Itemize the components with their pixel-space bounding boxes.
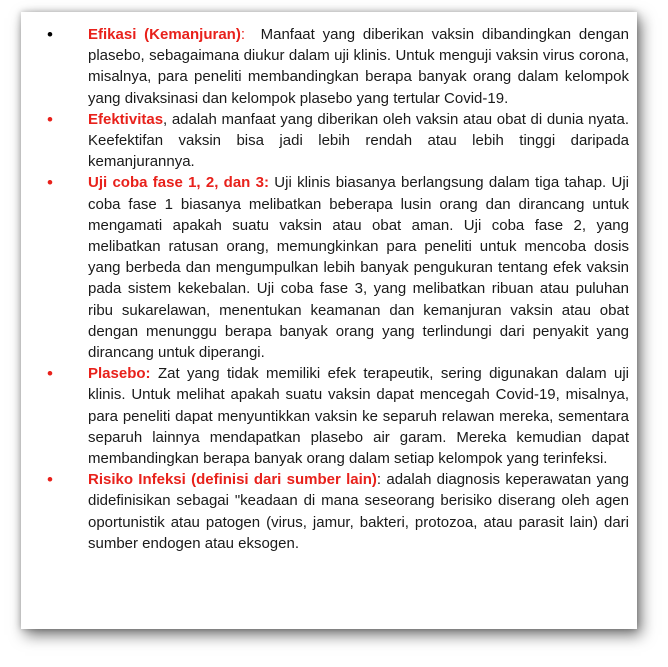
definitions-list	[44, 24, 634, 554]
definition-uji-coba-fase	[44, 172, 629, 363]
definition-text: adalah manfaat yang diberikan oleh vaksin atau obat di dunia nyata. Keefektifan vaksin bisa jadi lebih rendah atau lebih tinggi daripada kemanjurannya.	[88, 110, 629, 171]
definition-term: Risiko Infeksi (definisi dari sumber lain)	[88, 471, 377, 489]
definition-efektivitas	[44, 109, 629, 173]
definition-term: Uji coba fase 1, 2, dan 3:	[88, 174, 269, 192]
bullet-icon: •	[47, 470, 53, 490]
definition-plasebo	[44, 363, 629, 469]
bullet-icon: •	[47, 25, 53, 44]
term-separator: ,	[163, 110, 168, 128]
definition-risiko-infeksi	[44, 469, 629, 554]
definition-text: Zat yang tidak memiliki efek terapeutik, sering digunakan dalam uji klinis. Untuk melihat apakah suatu vaksin dapat mencegah Covid-19, misalnya, para peneliti dapat menyuntikkan vaksin ke separuh relawan mereka, sementara separuh lainnya mendapatkan plasebo air garam. Mereka kemudian dapat membandingkan berapa banyak orang dalam setiap kelompok yang terinfeksi.	[88, 365, 629, 468]
definition-text: Manfaat yang diberikan vaksin dibandingkan dengan plasebo, sebagaimana diukur dalam uji klinis. Untuk menguji vaksin virus corona, misalnya, para peneliti membandingkan berapa banyak orang dalam kelompok yang divaksinasi dan kelompok plasebo yang tertular Covid-19.	[88, 26, 634, 107]
definitions-card	[21, 12, 637, 629]
definition-term: Plasebo:	[88, 365, 151, 383]
definition-text: Uji klinis biasanya berlangsung dalam tiga tahap. Uji coba fase 1 biasanya melibatkan beberapa lusin orang dan dirancang untuk mengamati apakah suatu vaksin atau obat aman. Uji coba fase 2, yang melibatkan ratusan orang, memungkinkan para peneliti untuk mencoba dosis yang berbeda dan mengumpulkan lebih banyak pengukuran tentang efek vaksin pada sistem kekebalan. Uji coba fase 3, yang melibatkan ribuan atau puluhan ribu sukarelawan, menentukan keamanan dan kemanjuran vaksin atau obat dengan menunggu berapa banyak orang yang terlindungi dari penyakit yang dirancang untuk diperangi.	[88, 174, 630, 362]
definition-text: adalah diagnosis keperawatan yang didefinisikan sebagai "keadaan di mana seseorang berisiko diserang oleh agen oportunistik atau patogen (virus, jamur, bakteri, protozoa, atau parasit lain) dari sumber endogen atau eksogen.	[88, 471, 630, 552]
definition-efikasi	[44, 24, 634, 109]
definition-term: Efikasi (Kemanjuran)	[88, 26, 241, 43]
bullet-icon: •	[47, 109, 53, 129]
bullet-icon: •	[47, 173, 53, 193]
term-separator: :	[240, 26, 246, 43]
bullet-icon: •	[47, 364, 53, 384]
term-separator: :	[376, 471, 382, 489]
definition-term: Efektivitas	[88, 110, 164, 128]
